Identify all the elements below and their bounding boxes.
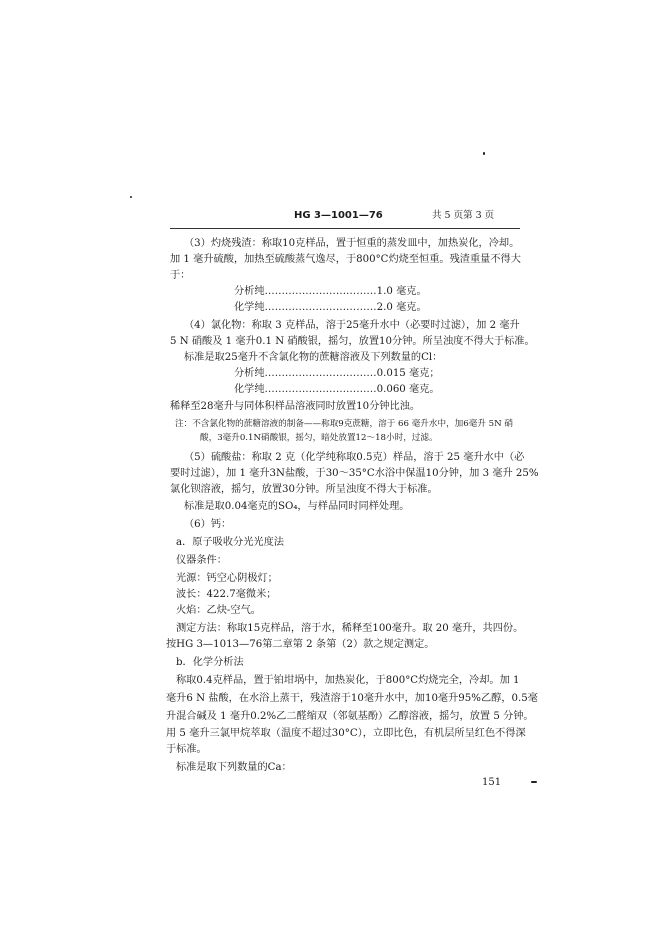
note-line: 酸，3毫升0.1N硝酸银，摇匀，暗处放置12～18小时，过滤。 [200,433,438,443]
standard-number: HG 3—1001—76 [294,210,383,221]
header-rule [170,228,520,229]
text-line: 按HG 3—1013—76第二章第 2 条第（2）款之规定测定。 [166,639,435,650]
page-number: 151 [482,777,502,788]
page-info: 共 5 页第 3 页 [432,210,495,221]
text-line: 加 1 毫升硫酸，加热至硫酸蒸气逸尽，于800°C灼烧至恒重。残渣重量不得大 [170,254,521,265]
text-line: b．化学分析法 [176,657,244,668]
text-line: 用 5 毫升三氯甲烷萃取（温度不超过30°C），立即比色，有机层所呈红色不得深 [166,728,526,739]
text-line: 化学纯……………………………2.0 毫克。 [234,302,427,313]
text-line: a．原子吸收分光光度法 [176,537,284,548]
text-line: 于： [170,270,191,281]
scan-speck [531,781,537,783]
text-line: 升混合碱及 1 毫升0.2%乙二醛缩双（邻氨基酚）乙醇溶液，摇匀，放置 5 分钟。 [166,711,534,722]
text-line: 波长：422.7毫微米； [176,589,277,600]
text-line: 测定方法：称取15克样品，溶于水，稀释至100毫升。取 20 毫升，共四份。 [176,623,524,634]
text-line: 称取0.4克样品，置于铂坩埚中，加热炭化，于800°C灼烧完全，冷却。加 1 [176,675,520,686]
scan-speck [483,152,485,155]
text-line: （4）氯化物：称取 3 克样品，溶于25毫升水中（必要时过滤），加 2 毫升 [184,320,520,331]
text-line: 光源：钙空心阴极灯； [176,573,278,584]
text-line: 要时过滤），加 1 毫升3N盐酸，于30～35°C水浴中保温10分钟，加 3 毫升 25% [170,468,539,479]
text-line: （6）钙： [184,519,232,530]
note-line: 注：不含氯化物的蔗糖溶液的制备——称取9克蔗糖，溶于 66 毫升水中，加6毫升 5N 硝 [175,419,513,429]
text-line: 氯化钡溶液，摇匀，放置30分钟。所呈浊度不得大于标准。 [170,484,438,495]
text-line: 分析纯……………………………0.015 毫克； [234,368,440,379]
text-line: 标准是取0.04毫克的SO₄，与样品同时同样处理。 [184,501,410,512]
text-line: 稀释至28毫升与同体积样品溶液同时放置10分钟比浊。 [170,401,421,412]
scan-speck [130,196,132,198]
text-line: （3）灼烧残渣：称取10克样品，置于恒重的蒸发皿中，加热炭化，冷却。 [184,238,520,249]
text-line: 于标准。 [166,744,207,755]
text-line: 标准是取25毫升不含氯化物的蔗糖溶液及下列数量的Cl： [184,352,443,363]
text-line: 火焰：乙炔-空气。 [176,605,261,616]
text-line: 毫升6 N 盐酸，在水浴上蒸干，残渣溶于10毫升水中，加10毫升95%乙醇，0.5毫 [166,693,538,704]
text-line: 5 N 硝酸及 1 毫升0.1 N 硝酸银，摇匀，放置10分钟。所呈浊度不得大于标准。 [170,336,535,347]
text-line: 标准是取下列数量的Ca： [176,762,292,773]
text-line: （5）硫酸盐：称取 2 克（化学纯称取0.5克）样品，溶于 25 毫升水中（必 [184,452,525,463]
text-line: 分析纯……………………………1.0 毫克。 [234,286,427,297]
text-line: 化学纯……………………………0.060 毫克。 [234,384,440,395]
text-line: 仪器条件： [176,555,227,566]
